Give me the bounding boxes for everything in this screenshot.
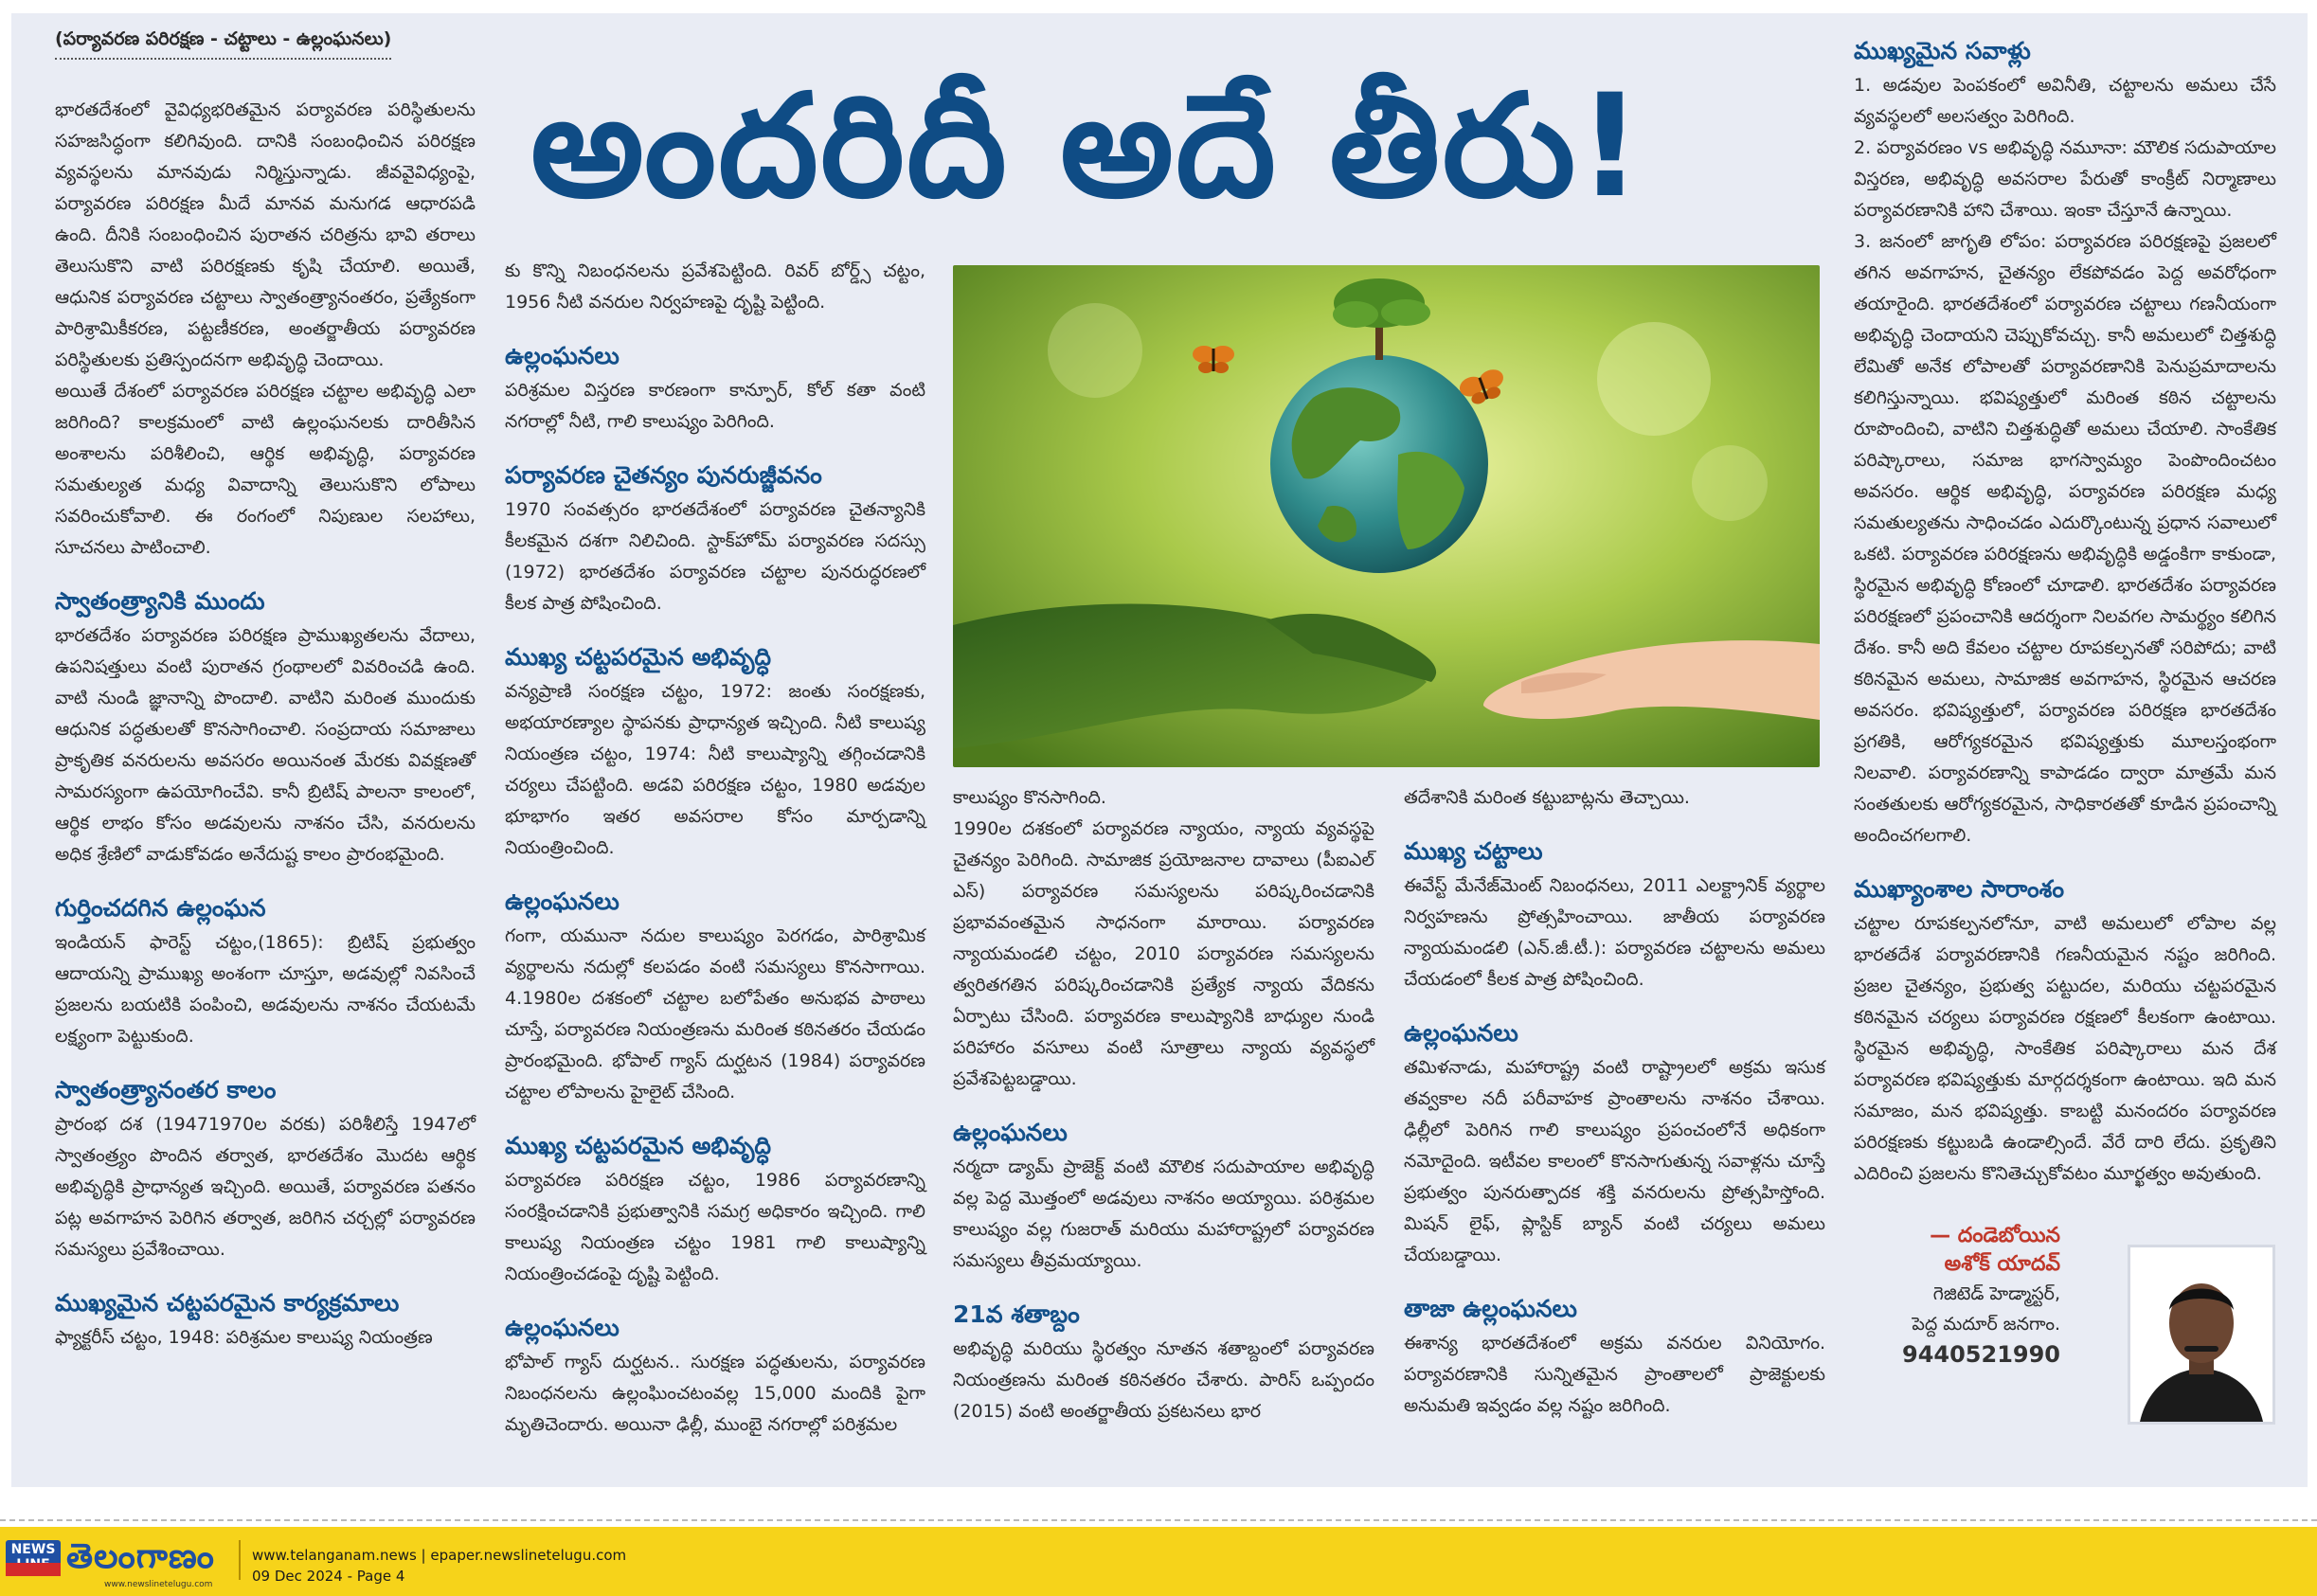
paragraph: తదేశానికి మరింత కట్టుబాట్లను తెచ్చాయి.	[1404, 787, 1690, 808]
paragraph: అభివృద్ధి మరియు స్థిరత్వం నూతన శతాబ్దంలో పర్యావరణ నియంత్రణను మరింత కఠినతరం చేశారు. పారిస్ ఒప్పందం (2015) వంటి అంతర్జాతీయ ప్రకటనలు భార	[953, 1338, 1374, 1422]
article-kicker: (పర్యావరణ పరిరక్షణ - చట్టాలు - ఉల్లంఘనలు)	[55, 28, 391, 60]
author-name-line-2: అశోక్ యాదవ్	[1944, 1252, 2060, 1276]
paragraph: ఈవేస్ట్ మేనేజ్‌మెంట్ నిబంధనలు, 2011 ఎలక్ట్రానిక్ వ్యర్థాల నిర్వహణను ప్రోత్సహించాయి. జాతీయ పర్యావరణ న్యాయమండలి (ఎన్.జీ.టీ.): పర్యావరణ చట్టాలను అమలు చేయడంలో కీలక పాత్ర పోషించింది.	[1404, 875, 1825, 990]
section-heading: ముఖ్యమైన చట్టపరమైన కార్యక్రమాలు	[55, 1289, 400, 1317]
paragraph: గంగా, యమునా నదుల కాలుష్యం పెరగడం, పారిశ్రామిక వ్యర్థాలను నదుల్లో కలపడం వంటి సమస్యలు కొనసాగాయి. 4.1980ల దశకంలో చట్టాల బలోపేతం అనుభవ పాఠాలు చూస్తే, పర్యావరణ నియంత్రణను మరింత కఠినతరం చేయడం ప్రారంభమైంది. భోపాల్ గ్యాస్ దుర్ఘటన (1984) పర్యావరణ చట్టాల లోపాలను హైలైట్ చేసింది.	[505, 925, 925, 1103]
brand-logo: తెలంగాణం	[66, 1537, 215, 1576]
earth-in-hands-illustration	[953, 265, 1820, 767]
author-byline	[1854, 1222, 2060, 1370]
paragraph: 3. జనంలో జాగృతి లోపం: పర్యావరణ పరిరక్షణపై ప్రజలలో తగిన అవగాహన, చైతన్యం లేకపోవడం పెద్ద అవరోధంగా తయారైంది. భారతదేశంలో పర్యావరణ చట్టాలు గణనీయంగా అభివృద్ధి చెందాయని చెప్పుకోవచ్చు. కానీ అమలులో చిత్తశుద్ధి లేమితో అనేక లోపాలతో పర్యావరణానికి పెనుప్రమాదాలను కలిగిస్తున్నాయి. భవిష్యత్తులో మరింత కఠిన చట్టాలను రూపొందించి, వాటిని చిత్తశుద్ధితో అమలు చేయాలి. సాంకేతిక పరిష్కారాలు, సమాజ భాగస్వామ్యం పెంపొందించటం అవసరం. ఆర్థిక అభివృద్ధి, పర్యావరణ పరిరక్షణ మధ్య సమతుల్యతను సాధించడం ఎదుర్కొంటున్న ప్రధాన సవాలులో ఒకటి. పర్యావరణ పరిరక్షణను అభివృద్ధికి అడ్డంకిగా కాకుండా, స్థిరమైన అభివృద్ధి కోణంలో చూడాలి. భారతదేశం పర్యావరణ పరిరక్షణలో ప్రపంచానికి ఆదర్శంగా నిలవగల సామర్థ్యం కలిగిన దేశం. కానీ అది కేవలం చట్టాల రూపకల్పనతో సరిపోదు; వాటి కఠినమైన అమలు, సామాజిక అవగాహన, స్థిరమైన ఆచరణ అవసరం. భవిష్యత్తులో, పర్యావరణ పరిరక్షణ భారతదేశం ప్రగతికి, ఆరోగ్యకరమైన భవిష్యత్తుకు మూలస్తంభంగా నిలవాలి. పర్యావరణాన్ని కాపాడడం ద్వారా మాత్రమే మన సంతతులకు ఆరోగ్యకరమైన, సాధికారతతో కూడిన ప్రపంచాన్ని అందించగలగాలి.	[1854, 231, 2276, 846]
paragraph: 1. అడవుల పెంపకంలో అవినీతి, చట్టాలను అమలు చేసే వ్యవస్థలలో అలసత్వం పెరిగింది.	[1854, 75, 2276, 127]
newsline-logo-icon	[6, 1540, 61, 1576]
section-heading: ఉల్లంఘనలు	[505, 888, 620, 915]
footer-site-small: www.newslinetelugu.com	[104, 1580, 213, 1589]
earth-in-hands-photo	[953, 265, 1820, 767]
paragraph: తమిళనాడు, మహారాష్ట్ర వంటి రాష్ట్రాలలో అక్రమ ఇసుక తవ్వకాల నదీ పరీవాహక ప్రాంతాలను నాశనం చేశాయి. ఢిల్లీలో పెరిగిన గాలి కాలుష్యం ప్రపంచంలోనే అధికంగా నమోదైంది. ఇటీవల కాలంలో కొనసాగుతున్న సవాళ్లను చూస్తే ప్రభుత్వం పునరుత్పాదక శక్తి వనరులను ప్రోత్సహిస్తోంది. మిషన్ లైఫ్, ప్లాస్టిక్ బ్యాన్ వంటి చర్యలు అమలు చేయబడ్డాయి.	[1404, 1057, 1825, 1265]
author-place: పెద్ద మదూర్ జనగాం.	[1912, 1314, 2060, 1335]
author-name-line-1: — దండెబోయిన	[1930, 1224, 2060, 1247]
paragraph: పర్యావరణ పరిరక్షణ చట్టం, 1986 పర్యావరణాన్ని సంరక్షించడానికి ప్రభుత్వానికి సమగ్ర అధికారం ఇచ్చింది. గాలి కాలుష్య నియంత్రణ చట్టం 1981 గాలి కాలుష్యాన్ని నియంత్రించడంపై దృష్టి పెట్టింది.	[505, 1170, 925, 1284]
section-heading: ఉల్లంఘనలు	[505, 342, 620, 369]
paragraph: 2. పర్యావరణం vs అభివృద్ధి నమూనా: మౌలిక సదుపాయాల విస్తరణ, అభివృద్ధి అవసరాల పేరుతో కాంక్రీట్ నిర్మాణాలు పర్యావరణానికి హాని చేశాయి. ఇంకా చేస్తూనే ఉన్నాయి.	[1854, 137, 2276, 221]
article-column-4	[1404, 782, 1825, 1422]
section-heading: పర్యావరణ చైతన్యం పునరుజ్జీవనం	[505, 461, 822, 489]
paragraph: ప్రారంభ దశ (19471970ల వరకు) పరిశీలిస్తే 1947లో స్వాతంత్ర్యం పొందిన తర్వాత, భారతదేశం మొదట ఆర్థిక అభివృద్ధికి ప్రాధాన్యత ఇచ్చింది. అయితే, పర్యావరణ పతనం పట్ల అవగాహన పెరిగిన తర్వాత, జరిగిన చర్చల్లో పర్యావరణ సమస్యలు ప్రవేశించాయి.	[55, 1114, 476, 1260]
section-heading: ముఖ్య చట్టాలు	[1404, 837, 1543, 865]
footer-url-link[interactable]: www.telanganam.news | epaper.newslinetelugu.com	[252, 1547, 627, 1564]
paragraph: భారతదేశంలో వైవిధ్యభరితమైన పర్యావరణ పరిస్థితులను సహజసిద్ధంగా కలిగివుంది. దానికి సంబంధించిన పరిరక్షణ వ్యవస్థలను మానవుడు నిర్మిస్తున్నాడు. జీవవైవిధ్యంపై, పర్యావరణ పరిరక్షణ మీదే మానవ మనుగడ ఆధారపడి ఉంది. దీనికి సంబంధించిన పురాతన చరిత్రను భావి తరాలు తెలుసుకొని వాటి పరిరక్షణకు కృషి చేయాలి. అయితే, ఆధునిక పర్యావరణ చట్టాలు స్వాతంత్ర్యానంతరం, ప్రత్యేకంగా పారిశ్రామికీకరణ, పట్టణీకరణ, అంతర్జాతీయ పర్యావరణ పరిస్థితులకు ప్రతిస్పందనగా అభివృద్ధి చెందాయి.	[55, 99, 476, 370]
article-column-2	[505, 256, 925, 1441]
section-heading: ఉల్లంఘనలు	[505, 1314, 620, 1341]
section-heading: స్వాతంత్ర్యానికి ముందు	[55, 587, 265, 615]
paragraph: ఫ్యాక్టరీస్ చట్టం, 1948: పరిశ్రమల కాలుష్య నియంత్రణ	[55, 1327, 433, 1348]
article-column-1	[55, 95, 476, 1354]
section-heading: 21వ శతాబ్దం	[953, 1300, 1080, 1328]
paragraph: 1990ల దశకంలో పర్యావరణ న్యాయం, న్యాయ వ్యవస్థపై చైతన్యం పెరిగింది. సామాజిక ప్రయోజనాల దావాలు (పీఐఎల్ ఎస్) పర్యావరణ సమస్యలను పరిష్కరించడానికి ప్రభావవంతమైన సాధనంగా మారాయి. పర్యావరణ న్యాయమండలి చట్టం, 2010 పర్యావరణ సమస్యలను త్వరితగతిన పరిష్కరించడానికి ప్రత్యేక న్యాయ వేదికను ఏర్పాటు చేసింది. పర్యావరణ కాలుష్యానికి బాధ్యుల నుండి పరిహారం వసూలు వంటి సూత్రాలు న్యాయ వ్యవస్థలో ప్రవేశపెట్టబడ్డాయి.	[953, 818, 1374, 1089]
paragraph: వన్యప్రాణి సంరక్షణ చట్టం, 1972: జంతు సంరక్షణకు, అభయారణ్యాల స్థాపనకు ప్రాధాన్యత ఇచ్చింది. నీటి కాలుష్య నియంత్రణ చట్టం, 1974: నీటి కాలుష్యాన్ని తగ్గించడానికి చర్యలు చేపట్టింది. అడవి పరిరక్షణ చట్టం, 1980 అడవుల భూభాగం ఇతర అవసరాల కోసం మార్పడాన్ని నియంత్రించింది.	[505, 681, 925, 858]
section-heading: తాజా ఉల్లంఘనలు	[1404, 1295, 1577, 1322]
footer-separator	[239, 1540, 241, 1580]
author-phone: 9440521990	[1902, 1341, 2060, 1368]
paragraph: కాలుష్యం కొనసాగింది.	[953, 787, 1106, 808]
section-heading: ఉల్లంఘనలు	[1404, 1019, 1518, 1047]
paragraph: పరిశ్రమల విస్తరణ కారణంగా కాన్పూర్, కోల్ కతా వంటి నగరాల్లో నీటి, గాలి కాలుష్యం పెరిగింది.	[505, 380, 925, 432]
article-column-3	[953, 782, 1374, 1427]
author-photo	[2128, 1245, 2275, 1425]
author-role: గెజిటెడ్ హెడ్మాస్టర్,	[1932, 1283, 2060, 1304]
paragraph: చట్టాల రూపకల్పనలోనూ, వాటి అమలులో లోపాల వల్ల భారతదేశ పర్యావరణానికి గణనీయమైన నష్టం జరిగింది. ప్రజల చైతన్యం, ప్రభుత్వ పట్టుదల, మరియు చట్టపరమైన కఠినమైన చర్యలు పర్యావరణ రక్షణలో కీలకంగా ఉంటాయి. స్థిరమైన అభివృద్ధి, సాంకేతిక పరిష్కారాలు మన దేశ పర్యావరణ భవిష్యత్తుకు మార్గదర్శకంగా ఉంటాయి. ఇది మన సమాజం, మన భవిష్యత్తు. కాబట్టి మనందరం పర్యావరణ పరిరక్షణకు కట్టుబడి ఉండాల్సిందే. వేరే దారి లేదు. ప్రకృతిని ఎదిరించి ప్రజలను కొనితెచ్చుకోవటం మూర్ఖత్వం అవుతుంది.	[1854, 913, 2276, 1184]
paragraph: అయితే దేశంలో పర్యావరణ పరిరక్షణ చట్టాల అభివృద్ధి ఎలా జరిగింది? కాలక్రమంలో వాటి ఉల్లంఘనలకు దారితీసిన అంశాలను పరిశీలించి, ఆర్థిక అభివృద్ధి, పర్యావరణ సమతుల్యత మధ్య వివాదాన్ని తెలుసుకొని లోపాలు సవరించుకోవాలి. ఈ రంగంలో నిపుణుల సలహాలు, సూచనలు పాటించాలి.	[55, 381, 476, 558]
section-heading: ముఖ్య చట్టపరమైన అభివృద్ధి	[505, 1132, 772, 1159]
section-heading: ముఖ్య చట్టపరమైన అభివృద్ధి	[505, 643, 772, 671]
footer-date-page: 09 Dec 2024 - Page 4	[252, 1568, 405, 1585]
paragraph: ఈశాన్య భారతదేశంలో అక్రమ వనరుల వినియోగం. పర్యావరణానికి సున్నితమైన ప్రాంతాలలో ప్రాజెక్టులకు అనుమతి ఇవ్వడం వల్ల నష్టం జరిగింది.	[1404, 1333, 1825, 1416]
article-column-5	[1854, 34, 2276, 1190]
paragraph: భారతదేశం పర్యావరణ పరిరక్షణ ప్రాముఖ్యతలను వేదాలు, ఉపనిషత్తులు వంటి పురాతన గ్రంథాలలో వివరించడి ఉంది. వాటి నుండి జ్ఞానాన్ని పొందాలి. వాటిని మరింత ముందుకు ఆధునిక పద్ధతులతో కొనసాగించాలి. సంప్రదాయ సమాజాలు ప్రాకృతిక వనరులను అవసరం అయినంత మేరకు వివక్షణతో సామరస్యంగా ఉపయోగించేవి. కానీ బ్రిటిష్ పాలనా కాలంలో, ఆర్థిక లాభం కోసం అడవులను నాశనం చేసి, వనరులను అధిక శ్రేణిలో వాడుకోవడం అనేదుష్ట కాలం ప్రారంభమైంది.	[55, 625, 476, 865]
section-heading: గుర్తించదగిన ఉల్లంఘన	[55, 894, 266, 922]
footer-bar	[0, 1527, 2317, 1596]
paragraph: భోపాల్ గ్యాస్ దుర్ఘటన.. సురక్షణ పద్ధతులను, పర్యావరణ నిబంధనలను ఉల్లంఘించటంవల్ల 15,000 మందికి పైగా మృతిచెందారు. అయినా ఢిల్లీ, ముంబై నగరాల్లో పరిశ్రమల	[505, 1352, 925, 1435]
paragraph: కు కొన్ని నిబంధనలను ప్రవేశపెట్టింది. రివర్ బోర్డ్స్ చట్టం, 1956 నీటి వనరుల నిర్వహణపై దృష్టి పెట్టింది.	[505, 260, 925, 313]
footer-divider	[0, 1519, 2317, 1521]
paragraph: నర్మదా డ్యామ్ ప్రాజెక్ట్ వంటి మౌలిక సదుపాయాల అభివృద్ధి వల్ల పెద్ద మొత్తంలో అడవులు నాశనం అయ్యాయి. పరిశ్రమల కాలుష్యం వల్ల గుజరాత్ మరియు మహారాష్ట్రలో పర్యావరణ సమస్యలు తీవ్రమయ్యాయి.	[953, 1157, 1374, 1271]
section-heading: ముఖ్యమైన సవాళ్లు	[1854, 37, 2031, 64]
paragraph: 1970 సంవత్సరం భారతదేశంలో పర్యావరణ చైతన్యానికి కీలకమైన దశగా నిలిచింది. స్టాక్‌హోమ్ పర్యావరణ సదస్సు (1972) భారతదేశం పర్యావరణ చట్టాల పునరుద్ధరణలో కీలక పాత్ర పోషించింది.	[505, 499, 925, 614]
section-heading: స్వాతంత్ర్యానంతర కాలం	[55, 1076, 277, 1103]
author-portrait-icon	[2130, 1247, 2272, 1422]
paragraph: ఇండియన్ ఫారెస్ట్ చట్టం,(1865): బ్రిటిష్ ప్రభుత్వం ఆదాయన్ని ప్రాముఖ్య అంశంగా చూస్తూ, అడవుల్లో నివసించే ప్రజలను బయటికి పంపించి, అడవులను నాశనం చేయటమే లక్ష్యంగా పెట్టుకుంది.	[55, 932, 476, 1047]
section-heading: ముఖ్యాంశాల సారాంశం	[1854, 875, 2065, 903]
section-heading: ఉల్లంఘనలు	[953, 1119, 1068, 1146]
logo-text: NEWS	[10, 1542, 56, 1557]
article-headline: అందరిదీ అదే తీరు!	[530, 64, 1644, 229]
